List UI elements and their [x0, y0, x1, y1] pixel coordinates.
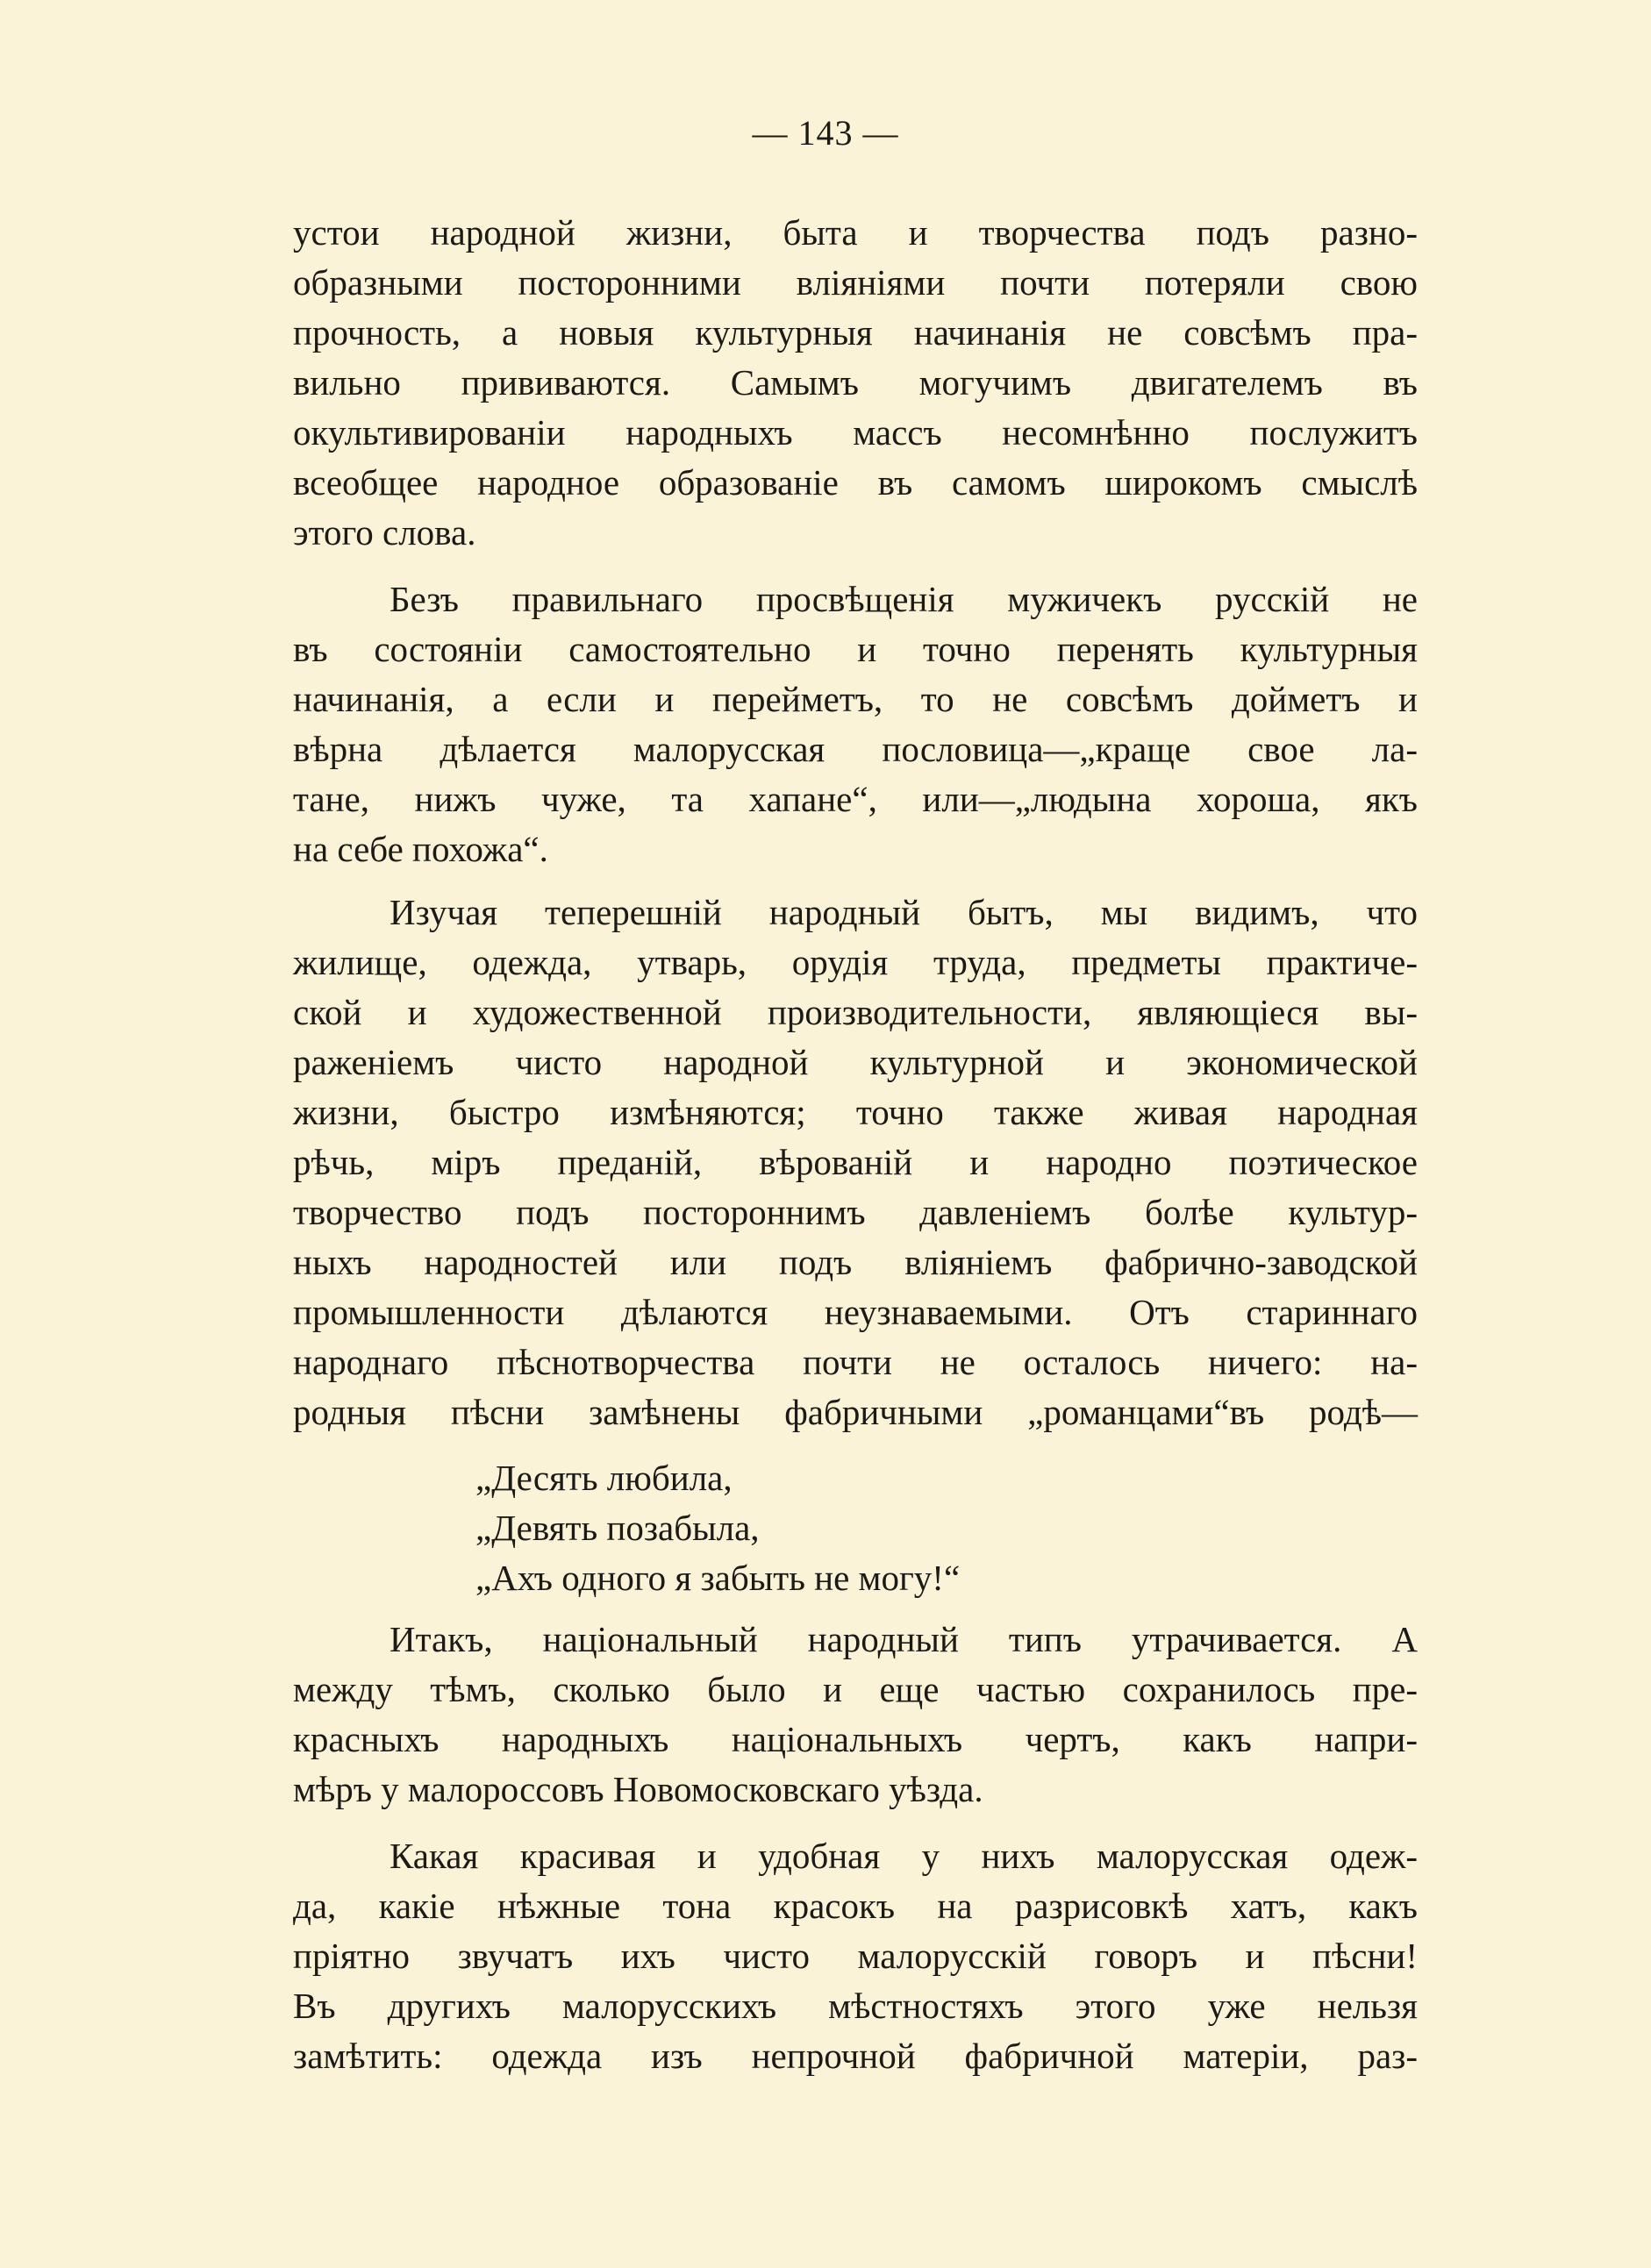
- text-line: образными посторонними вліяніями почти потеряли свою: [293, 262, 1418, 303]
- text-line: творчество подъ постороннимъ давленіемъ болѣе культур-: [293, 1192, 1418, 1232]
- text-line: Какая красивая и удобная у нихъ малорусская одеж-: [390, 1836, 1418, 1876]
- text-line: Итакъ, національный народный типъ утрачивается. А: [390, 1619, 1418, 1659]
- text-line: да, какіе нѣжные тона красокъ на разрисовкѣ хатъ, какъ: [293, 1886, 1418, 1926]
- text-line: раженіемъ чисто народной культурной и экономической: [293, 1042, 1418, 1082]
- verse-line: „Ахъ одного я забыть не могу!“: [475, 1558, 961, 1598]
- text-line: жизни, быстро измѣняются; точно также живая народная: [293, 1092, 1418, 1132]
- page-number: — 143 —: [752, 113, 899, 153]
- text-line: промышленности дѣлаются неузнаваемыми. Отъ стариннаго: [293, 1292, 1418, 1332]
- text-line: Безъ правильнаго просвѣщенія мужичекъ русскій не: [390, 579, 1418, 619]
- text-line: окультивированіи народныхъ массъ несомнѣнно послужитъ: [293, 412, 1418, 453]
- text-line: устои народной жизни, быта и творчества подъ разно-: [293, 212, 1418, 253]
- text-line: начинанія, а если и перейметъ, то не совсѣмъ дойметъ и: [293, 679, 1418, 719]
- text-line: Въ другихъ малорусскихъ мѣстностяхъ этого уже нельзя: [293, 1986, 1418, 2026]
- verse-line: „Десять любила,: [475, 1458, 733, 1498]
- text-line: вильно прививаются. Самымъ могучимъ двигателемъ въ: [293, 362, 1418, 403]
- text-line: мѣръ у малороссовъ Новомосковскаго уѣзда.: [293, 1769, 983, 1809]
- text-line: прочность, а новыя культурныя начинанія не совсѣмъ пра-: [293, 312, 1418, 353]
- text-line: жилище, одежда, утварь, орудія труда, предметы практиче-: [293, 942, 1418, 982]
- text-line: въ состояніи самостоятельно и точно перенять культурныя: [293, 629, 1418, 669]
- text-line: тане, нижъ чуже, та хапане“, или—„людына хороша, якъ: [293, 779, 1418, 819]
- text-line: красныхъ народныхъ національныхъ чертъ, какъ напри-: [293, 1719, 1418, 1759]
- text-line: рѣчь, міръ преданій, вѣрованій и народно поэтическое: [293, 1142, 1418, 1182]
- text-line: ской и художественной производительности, являющіеся вы-: [293, 992, 1418, 1032]
- text-line: вѣрна дѣлается малорусская пословица—„краще свое ла-: [293, 729, 1418, 769]
- text-line: замѣтить: одежда изъ непрочной фабричной матеріи, раз-: [293, 2036, 1418, 2076]
- text-line: пріятно звучатъ ихъ чисто малорусскій говоръ и пѣсни!: [293, 1936, 1418, 1976]
- text-line: Изучая теперешній народный бытъ, мы видимъ, что: [390, 892, 1418, 932]
- text-line: этого слова.: [293, 512, 476, 553]
- text-line: родныя пѣсни замѣнены фабричными „романцами“въ родѣ—: [293, 1392, 1418, 1432]
- text-line: на себе похожа“.: [293, 829, 548, 869]
- text-line: народнаго пѣснотворчества почти не осталось ничего: на-: [293, 1342, 1418, 1382]
- text-line: между тѣмъ, сколько было и еще частью сохранилось пре-: [293, 1669, 1418, 1709]
- verse-line: „Девять позабыла,: [475, 1508, 760, 1548]
- text-line: всеобщее народное образованіе въ самомъ широкомъ смыслѣ: [293, 462, 1418, 503]
- text-line: ныхъ народностей или подъ вліяніемъ фабрично-заводской: [293, 1242, 1418, 1282]
